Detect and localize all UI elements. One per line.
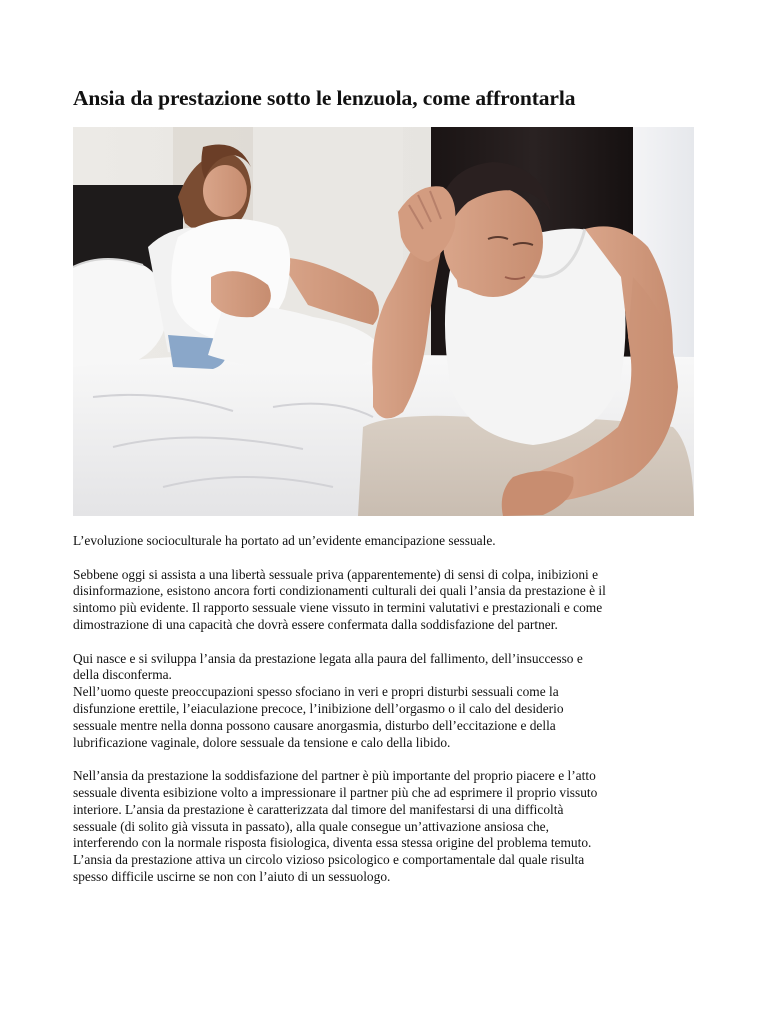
paragraph-line: interferendo con la normale risposta fisiologica, diventa essa stessa origine del problema temuto. [73,835,592,851]
paragraph-line: disfunzione erettile, l’eiaculazione precoce, l’inibizione dell’orgasmo o il calo del desiderio [73,700,564,716]
paragraph-line: sessuale diventa esibizione volto a impressionare il partner più che ad esprimere il proprio vissuto [73,784,598,800]
paragraph-line: interiore. L’ansia da prestazione è caratterizzata dal timore del manifestarsi di una difficoltà [73,801,564,817]
paragraph-line: Nell’uomo queste preoccupazioni spesso sfociano in veri e propri disturbi sessuali come la [73,684,559,700]
paragraph-line: spesso difficile uscirne se non con l’aiuto di un sessuologo. [73,868,391,884]
article-title: Ansia da prestazione sotto le lenzuola, come affrontarla [73,86,576,110]
paragraph [73,651,695,752]
couple-on-bed-illustration [73,127,694,516]
paragraph [73,567,695,634]
article [73,84,695,903]
paragraph-line: Sebbene oggi si assista a una libertà sessuale priva (apparentemente) di sensi di colpa, inibizioni e [73,566,599,582]
paragraph-line: Qui nasce e si sviluppa l’ansia da prestazione legata alla paura del fallimento, dell’insuccesso e [73,650,583,666]
paragraph-line: sessuale mentre nella donna possono causare anorgasmia, disturbo dell’eccitazione e della [73,717,556,733]
paragraph-line: disinformazione, esistono ancora forti condizionamenti culturali dei quali l’ansia da prestazione è il [73,583,606,599]
paragraph-line: lubrificazione vaginale, dolore sessuale da tensione e calo della libido. [73,734,451,750]
paragraph [73,768,695,886]
article-body [73,533,695,886]
paragraph-line: L’ansia da prestazione attiva un circolo vizioso psicologico e comportamentale dal quale risulta [73,852,585,868]
paragraph [73,533,695,550]
paragraph-line: sessuale (di solito già vissuta in passato), alla quale consegue un’attivazione ansiosa che, [73,818,549,834]
paragraph-line: L’evoluzione socioculturale ha portato ad un’evidente emancipazione sessuale. [73,533,496,548]
paragraph-line: dimostrazione di una capacità che dovrà essere confermata dalla soddisfazione del partner. [73,616,558,632]
paragraph-line: Nell’ansia da prestazione la soddisfazione del partner è più importante del proprio piacere e l’atto [73,768,596,784]
paragraph-line: sintomo più evidente. Il rapporto sessuale viene vissuto in termini valutativi e prestazionali e come [73,600,603,616]
article-photo [73,127,694,516]
paragraph-line: della disconferma. [73,667,172,683]
